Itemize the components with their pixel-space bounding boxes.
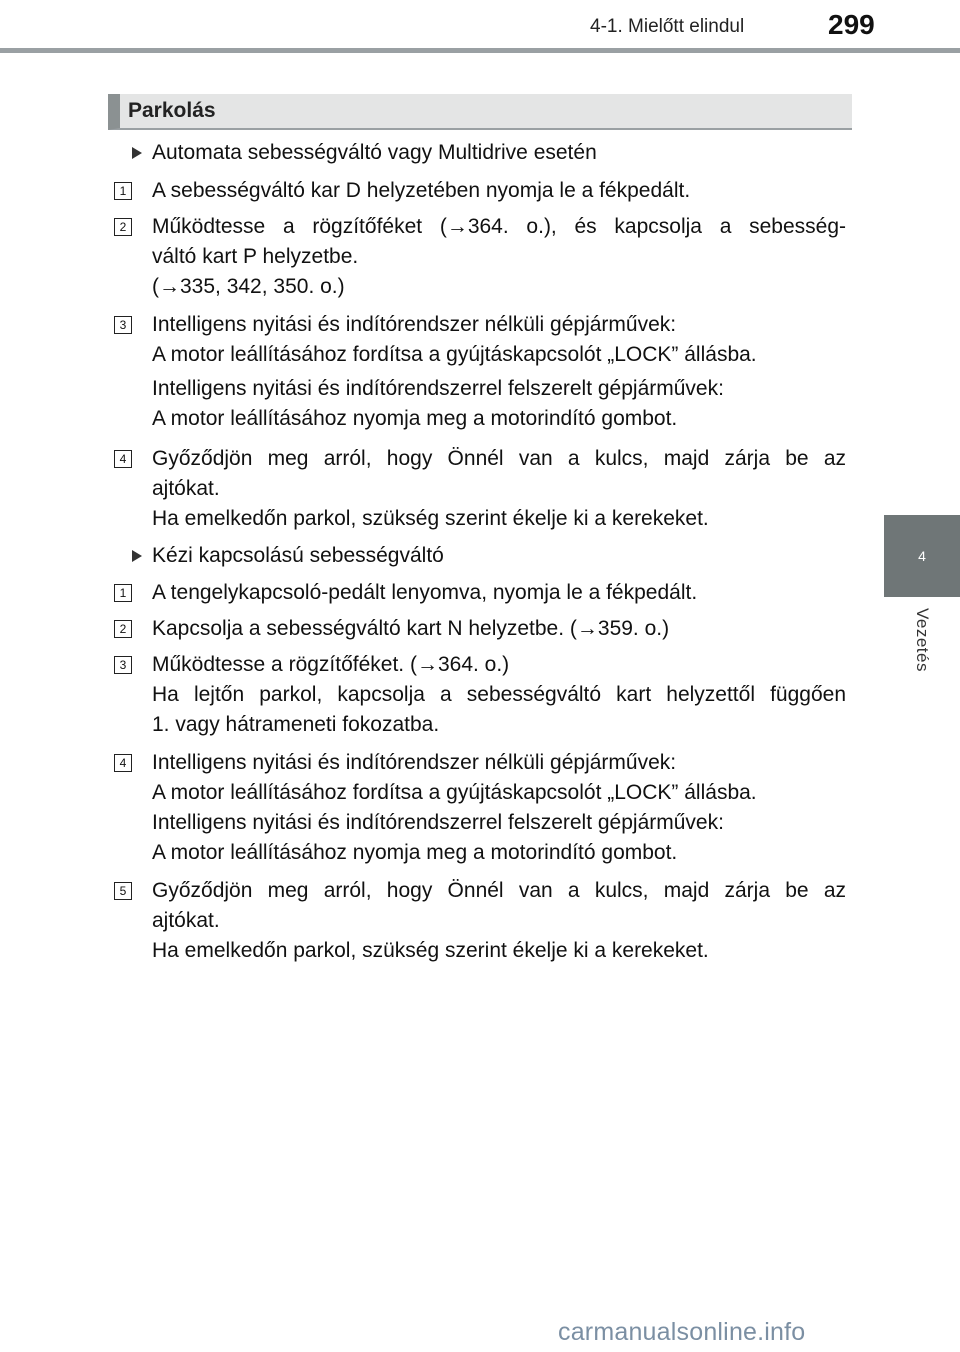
step-number-1: 1: [114, 584, 132, 602]
chapter-tab: [884, 515, 960, 597]
step-text: Ha lejtőn parkol, kapcsolja a sebességváltó kart helyzettől függően: [152, 683, 846, 706]
step-number-4: 4: [114, 754, 132, 772]
watermark: carmanualsonline.info: [558, 1318, 806, 1346]
subsection-heading: Automata sebességváltó vagy Multidrive esetén: [152, 141, 597, 164]
subsection-automatic: [152, 138, 846, 168]
step-text: 1. vagy hátrameneti fokozatba.: [152, 713, 440, 736]
step-text: A tengelykapcsoló-pedált lenyomva, nyomja le a fékpedált.: [152, 581, 698, 604]
step-text: A motor leállításához nyomja meg a motorindító gombot.: [152, 841, 678, 864]
step-text: Kapcsolja a sebességváltó kart N helyzetbe. (→359. o.): [152, 617, 670, 640]
chapter-number: 4: [918, 548, 926, 564]
section-title: Parkolás: [108, 94, 852, 130]
step-text: Működtesse a rögzítőféket (→364. o.), és kapcsolja a sebesség-: [152, 215, 846, 238]
step-text: A sebességváltó kar D helyzetében nyomja le a fékpedált.: [152, 179, 691, 202]
step-text: Intelligens nyitási és indítórendszerrel felszerelt gépjárművek:: [152, 811, 724, 834]
step-number-1: 1: [114, 182, 132, 200]
step-text: Győződjön meg arról, hogy Önnél van a kulcs, majd zárja be az: [152, 447, 846, 470]
step-text: (→335, 342, 350. o.): [152, 275, 345, 298]
step-number-5: 5: [114, 882, 132, 900]
step-text: Működtesse a rögzítőféket. (→364. o.): [152, 653, 510, 676]
step-text: Intelligens nyitási és indítórendszer nélküli gépjárművek:: [152, 313, 677, 336]
step-text: Ha emelkedőn parkol, szükség szerint ékelje ki a kerekeket.: [152, 507, 709, 530]
header-section-title: 4-1. Mielőtt elindul: [590, 16, 745, 37]
step-text: Győződjön meg arról, hogy Önnél van a kulcs, majd zárja be az: [152, 879, 846, 902]
step-number-3: 3: [114, 316, 132, 334]
step-text: A motor leállításához nyomja meg a motorindító gombot.: [152, 407, 678, 430]
step-number-2: 2: [114, 218, 132, 236]
step-text: ajtókat.: [152, 909, 220, 932]
triangle-bullet-icon: [132, 550, 142, 562]
step-number-2: 2: [114, 620, 132, 638]
step-text: Intelligens nyitási és indítórendszerrel felszerelt gépjárművek:: [152, 377, 724, 400]
step-text: Ha emelkedőn parkol, szükség szerint ékelje ki a kerekeket.: [152, 939, 709, 962]
triangle-bullet-icon: [132, 147, 142, 159]
page-number: 299: [828, 9, 875, 40]
subsection-manual: [152, 541, 846, 571]
subsection-heading: Kézi kapcsolású sebességváltó: [152, 544, 444, 567]
step-text: Intelligens nyitási és indítórendszer nélküli gépjárművek:: [152, 751, 677, 774]
step-text: A motor leállításához fordítsa a gyújtáskapcsolót „LOCK” állásba.: [152, 781, 757, 804]
chapter-label: Vezetés: [913, 608, 932, 672]
step-text: ajtókat.: [152, 477, 220, 500]
step-text: A motor leállításához fordítsa a gyújtáskapcsolót „LOCK” állásba.: [152, 343, 757, 366]
step-text: váltó kart P helyzetbe.: [152, 245, 359, 268]
header-rule: [0, 48, 960, 53]
step-number-3: 3: [114, 656, 132, 674]
step-number-4: 4: [114, 450, 132, 468]
